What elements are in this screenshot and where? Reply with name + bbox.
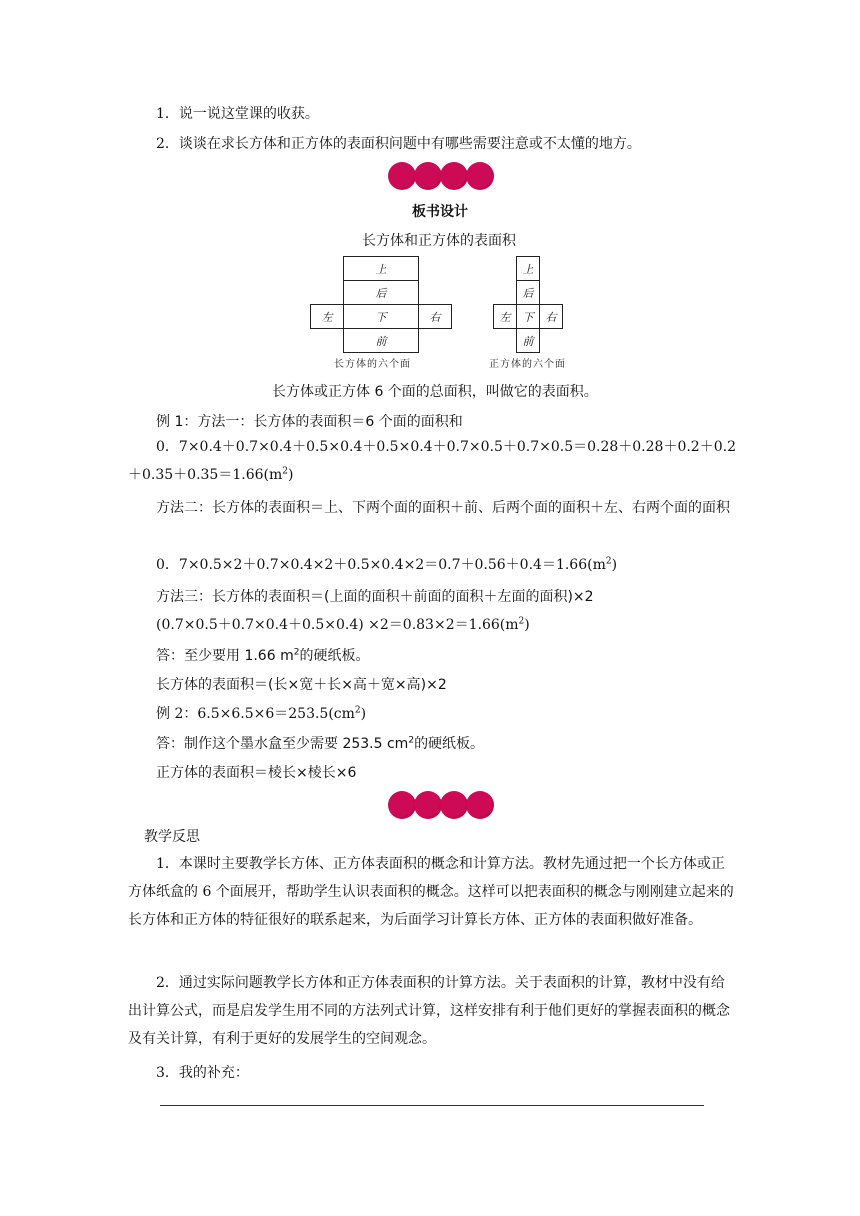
dot-icon bbox=[466, 162, 494, 190]
ex1-calc2: 0．$7\times 0.5\times 2+0.7\times 0.4\times 2+0.5\times 0.4\times 2=0.7+0.56+0.4=1.66(m^2)$ bbox=[156, 556, 618, 573]
ex1-calc3: $(0.7\times 0.5+0.7\times 0.4+0.5\times 0.4) \times 2=0.83\times 2=1.66(m^2)$ bbox=[156, 616, 530, 633]
cube-formula: 正方体的表面积＝棱长×棱长×6 bbox=[156, 765, 357, 781]
summary-item-2: 2．谈谈在求长方体和正方体的表面积问题中有哪些需要注意或不太懂的地方。 bbox=[156, 136, 641, 152]
reflection-p3: 3．我的补充： bbox=[156, 1065, 249, 1081]
answer-line bbox=[160, 1105, 704, 1106]
net-face-top: 上 bbox=[343, 256, 419, 281]
ex1-method3: 方法三：长方体的表面积＝(上面的面积＋前面的面积＋左面的面积)×2 bbox=[156, 589, 594, 605]
reflection-p2: 2．通过实际问题教学长方体和正方体表面积的计算方法。关于表面积的计算，教材中没有给出计算公式，而是启发学生用不同的方法列式计算，这样安排有利于他们更好的掌握表面积的概念及有关计算，有利于更好的发展学生的空间观念。 bbox=[128, 975, 730, 1047]
dot-icon bbox=[388, 162, 416, 190]
ex1-answer: 答：至少要用 1.66 $m^2$的硬纸板。 bbox=[156, 647, 370, 664]
reflection-p1: 1．本课时主要教学长方体、正方体表面积的概念和计算方法。教材先通过把一个长方体或正方体纸盒的 6 个面展开，帮助学生认识表面积的概念。这样可以把表面积的概念与刚刚建立起来的长方体和正方体的特征很好的联系起来，为后面学习计算长方体、正方体的表面积做好准备。 bbox=[128, 856, 734, 928]
net-face-right: 右 bbox=[418, 304, 452, 329]
net-face-left: 左 bbox=[310, 304, 344, 329]
ex2-answer: 答：制作这个墨水盒至少需要 253.5 $cm^2$的硬纸板。 bbox=[156, 735, 485, 752]
net-face-front: 前 bbox=[516, 328, 540, 353]
net-face-bottom: 下 bbox=[516, 304, 540, 329]
dot-icon bbox=[388, 791, 416, 819]
board-heading: 板书设计 bbox=[412, 204, 468, 220]
net-face-back: 后 bbox=[343, 280, 419, 305]
net-face-top: 上 bbox=[516, 256, 540, 281]
ex1-calc1: 0．$7\times 0.4+0.7\times 0.4+0.5\times 0.4+0.5\times 0.4+0.7\times 0.5+0.7\times 0.5=0.28+0.28+0.2+0.2+0.35+0.35=1.66(m^2)$ bbox=[128, 439, 736, 483]
net-face-right: 右 bbox=[539, 304, 563, 329]
section-divider-dots bbox=[388, 791, 492, 819]
net-face-bottom: 下 bbox=[343, 304, 419, 329]
dot-icon bbox=[440, 162, 468, 190]
ex2-calc: 例 2：$6.5\times 6.5\times 6=253.5(cm^2)$ bbox=[156, 705, 367, 722]
summary-item-1: 1．说一说这堂课的收获。 bbox=[156, 106, 319, 122]
dot-icon bbox=[414, 791, 442, 819]
reflection-heading: 教学反思 bbox=[144, 829, 200, 845]
section-divider-dots bbox=[388, 162, 492, 190]
net-face-front: 前 bbox=[343, 328, 419, 353]
surface-area-definition: 长方体或正方体 6 个面的总面积，叫做它的表面积。 bbox=[272, 384, 598, 400]
ex1-method1: 例 1：方法一：长方体的表面积＝6 个面的面积和 bbox=[156, 414, 463, 430]
cuboid-net-caption: 长方体的六个面 bbox=[334, 359, 411, 370]
net-face-left: 左 bbox=[493, 304, 517, 329]
dot-icon bbox=[440, 791, 468, 819]
dot-icon bbox=[466, 791, 494, 819]
ex1-method2: 方法二：长方体的表面积＝上、下两个面的面积＋前、后两个面的面积＋左、右两个面的面积 bbox=[156, 500, 730, 516]
cube-net-caption: 正方体的六个面 bbox=[489, 359, 566, 370]
net-face-back: 后 bbox=[516, 280, 540, 305]
cuboid-formula: 长方体的表面积＝(长×宽＋长×高＋宽×高)×2 bbox=[156, 677, 447, 693]
dot-icon bbox=[414, 162, 442, 190]
board-title: 长方体和正方体的表面积 bbox=[362, 233, 516, 249]
